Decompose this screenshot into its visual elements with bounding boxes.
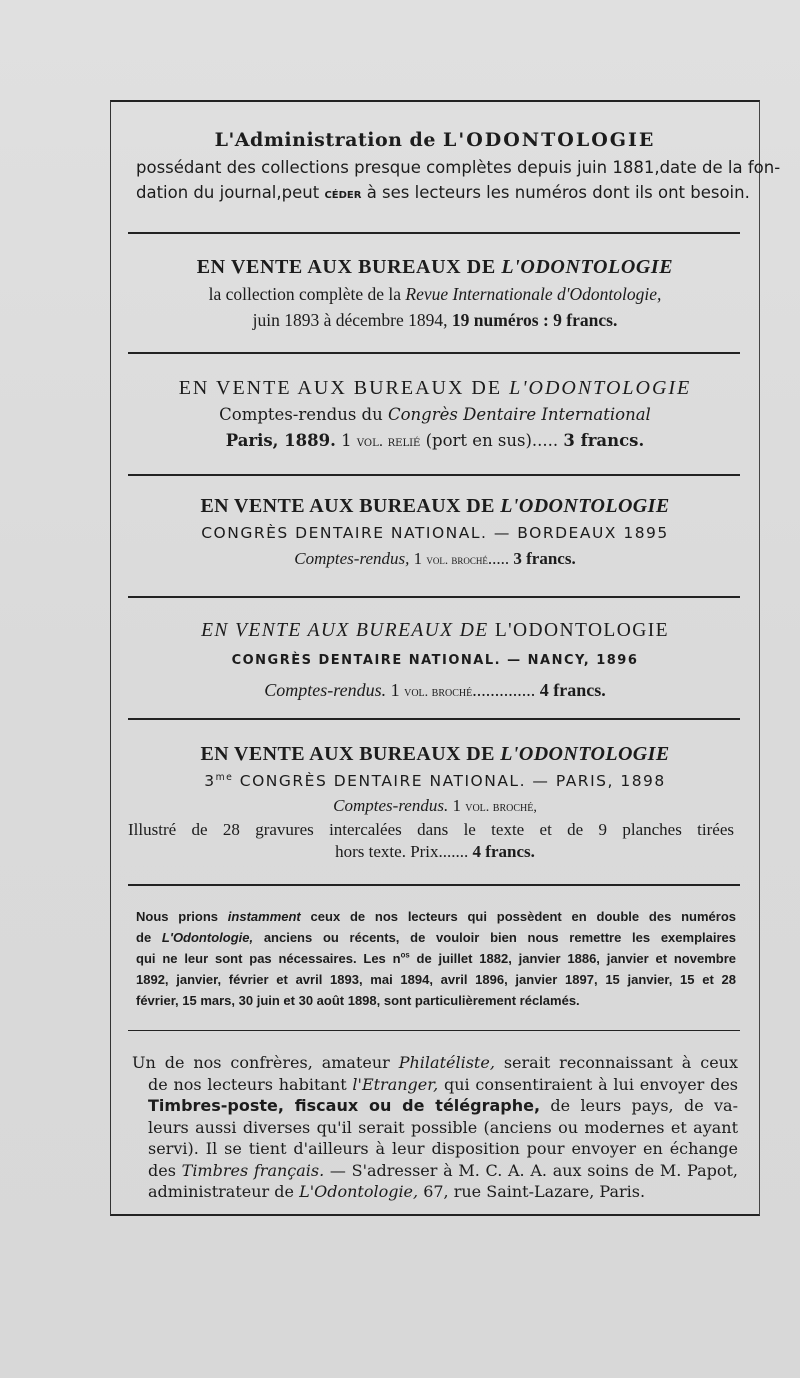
divider-rule: [128, 884, 740, 886]
text-run: 1: [386, 680, 405, 700]
notice-heading: [118, 740, 752, 768]
text-run: qui ne leur sont pas nécessaires. Les n: [136, 951, 401, 966]
text-run: de nos lecteurs habitant: [148, 1074, 353, 1094]
notice-line: [118, 676, 752, 707]
italic-text: Philatéliste,: [398, 1053, 495, 1072]
divider-rule: [128, 718, 740, 720]
divider-rule: [128, 474, 740, 476]
text-run: à ses lecteurs les numéros dont ils ont besoin.: [361, 183, 750, 202]
journal-name: L'ODONTOLOGIE: [488, 620, 669, 641]
text-run: CONGRÈS DENTAIRE NATIONAL. — PARIS, 1898: [233, 772, 666, 790]
text-run: de leurs pays, de va-: [540, 1096, 738, 1115]
italic-title: Congrès Dentaire International: [387, 405, 651, 424]
notice-line: [118, 180, 752, 207]
text-run: juin 1893 à décembre 1894,: [252, 310, 452, 330]
price: 4 francs.: [472, 842, 535, 861]
text-run: Comptes-rendus du: [219, 405, 388, 424]
heading-text: L'Administration de: [214, 129, 444, 151]
notice-line: [118, 1160, 752, 1182]
heading-text: EN VENTE AUX BUREAUX DE: [178, 377, 510, 399]
text-run: ..............: [472, 680, 540, 700]
notice-line: [118, 1074, 752, 1096]
text-run: Paris, 1889.: [225, 431, 336, 450]
notice-administration: [118, 125, 781, 207]
price: 19 numéros : 9 francs.: [451, 310, 618, 330]
small-caps-text: céder: [324, 186, 362, 202]
journal-name: L'ODONTOLOGIE: [509, 377, 692, 399]
notice-line: [118, 546, 752, 573]
text-run: qui consentiraient à lui envoyer des: [438, 1074, 739, 1094]
italic-text: L'Odontologie,: [299, 1182, 419, 1201]
price: 3 francs.: [513, 549, 576, 568]
price: 4 francs.: [539, 680, 606, 700]
divider-rule: [128, 232, 740, 234]
notice-line: [118, 1052, 752, 1074]
notice-congres-bordeaux: [118, 492, 752, 573]
notice-philatelist: [118, 1052, 752, 1203]
text-run: dation du journal,peut: [136, 183, 325, 202]
notice-line: [118, 428, 752, 455]
notice-line: [118, 1095, 752, 1117]
notice-line: [118, 948, 752, 969]
notice-line: [118, 307, 752, 333]
text-run: hors texte. Prix.......: [335, 842, 473, 861]
text-run: la collection complète de la: [208, 284, 406, 304]
journal-name: L'ODONTOLOGIE: [500, 495, 670, 517]
italic-text: L'Odontologie,: [161, 930, 254, 945]
text-run: de juillet 1882, janvier 1886, janvier et novembre: [409, 951, 736, 966]
text-run: anciens ou récents, de vouloir bien nous remettre les exemplaires: [253, 930, 736, 945]
italic-title: Comptes-rendus.: [264, 680, 387, 700]
notice-line: [118, 402, 752, 428]
notice-line: servi). Il se tient d'ailleurs à leur disposition pour envoyer en échange: [148, 1139, 738, 1158]
superscript: os: [400, 950, 410, 960]
notice-revue-collection: [118, 253, 752, 333]
divider-rule: [128, 596, 740, 598]
journal-name: L'ODONTOLOGIE: [443, 129, 656, 151]
notice-line: février, 15 mars, 30 juin et 30 août 1898, sont particulièrement réclamés.: [136, 993, 580, 1008]
text-run: 3: [204, 772, 216, 790]
divider-rule: [128, 1030, 740, 1031]
italic-text: Timbres français.: [181, 1160, 325, 1180]
text-run: de: [136, 930, 162, 945]
notice-line: [118, 840, 752, 864]
notice-line: Illustré de 28 gravures intercalées dans le texte et de 9 planches tirées: [128, 820, 734, 839]
italic-title: Comptes-rendus.: [333, 796, 449, 815]
notice-line: possédant des collections presque complètes depuis juin 1881,date de la fon-: [136, 158, 781, 177]
text-run: administrateur de: [148, 1182, 300, 1201]
text-run: des: [148, 1160, 182, 1180]
superscript: me: [215, 771, 234, 783]
notice-line: [118, 927, 752, 948]
bold-text: Timbres-poste, fiscaux ou de télégraphe,: [148, 1096, 541, 1115]
heading-text: EN VENTE AUX BUREAUX DE: [201, 620, 489, 641]
heading-text: EN VENTE AUX BUREAUX DE: [200, 743, 501, 765]
text-run: Nous prions: [136, 909, 228, 924]
text-run: 67, rue Saint-Lazare, Paris.: [418, 1182, 646, 1201]
notice-congres-nancy: [118, 616, 752, 707]
notice-heading: [118, 616, 752, 646]
congress-line: CONGRÈS DENTAIRE NATIONAL. — BORDEAUX 1895: [201, 524, 669, 542]
notice-line: leurs aussi diverses qu'il serait possible (anciens ou modernes et ayant: [148, 1117, 738, 1137]
divider-rule: [128, 352, 740, 354]
congress-line: [118, 768, 752, 794]
notice-line: [118, 281, 752, 307]
heading-text: EN VENTE AUX BUREAUX DE: [200, 495, 501, 517]
text-run: .....: [487, 549, 514, 568]
text-run: 1: [448, 796, 466, 815]
notice-congres-paris: [118, 740, 752, 864]
text-run: Un de nos confrères, amateur: [132, 1053, 399, 1072]
text-run: serait reconnaissant à ceux: [494, 1053, 738, 1072]
notice-line: [118, 794, 752, 820]
small-caps-text: vol. broché,: [465, 800, 537, 815]
notice-request-back-issues: [118, 906, 752, 1011]
notice-line: 1892, janvier, février et avril 1893, mai 1894, avril 1896, janvier 1897, 15 janvier, 15 et 28: [136, 972, 736, 987]
italic-text: instamment: [227, 909, 301, 924]
notice-heading: [118, 253, 752, 281]
heading-text: EN VENTE AUX BUREAUX DE: [196, 256, 502, 278]
italic-text: l'Etranger,: [352, 1074, 439, 1094]
text-run: 1: [335, 431, 357, 450]
notice-heading: [118, 125, 752, 155]
text-run: 1: [409, 549, 427, 568]
notice-heading: [118, 492, 752, 520]
text-run: (port en sus).....: [420, 431, 564, 450]
small-caps-text: vol. broché: [404, 685, 473, 700]
small-caps-text: vol. relié: [356, 434, 421, 450]
notice-line: [118, 1181, 752, 1203]
price: 3 francs.: [563, 431, 645, 450]
journal-name: L'ODONTOLOGIE: [501, 256, 674, 278]
small-caps-text: vol. broché: [426, 552, 488, 567]
congress-line: CONGRÈS DENTAIRE NATIONAL. — NANCY, 1896: [231, 653, 639, 668]
notice-line: [118, 906, 752, 927]
notice-heading: [118, 374, 752, 402]
notice-congres-international: [118, 374, 752, 455]
text-run: ceux de nos lecteurs qui possèdent en double des numéros: [300, 909, 736, 924]
italic-title: Comptes-rendus,: [294, 549, 410, 568]
journal-name: L'ODONTOLOGIE: [500, 743, 670, 765]
italic-title: Revue Internationale d'Odontologie,: [405, 284, 662, 304]
text-run: — S'adresser à M. C. A. A. aux soins de M. Papot,: [324, 1160, 739, 1180]
